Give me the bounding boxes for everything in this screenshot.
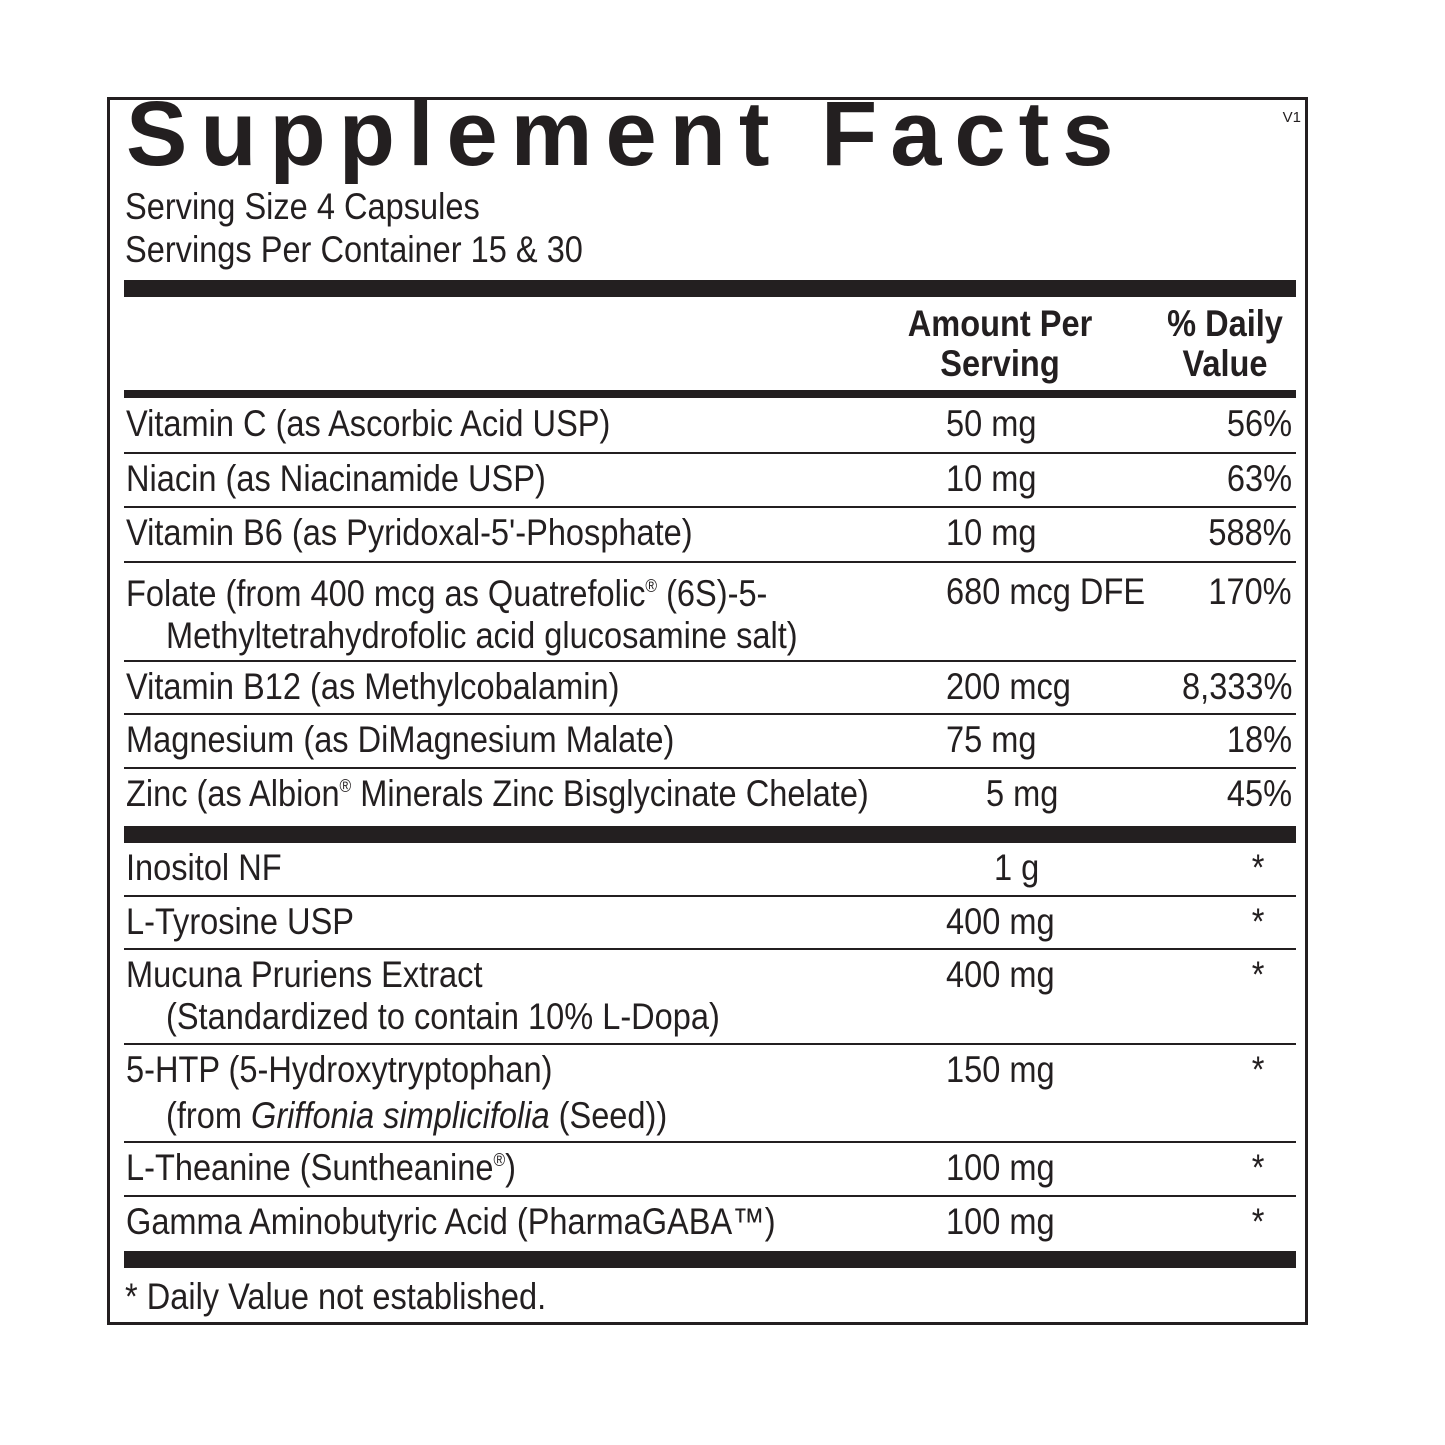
ingredient-row <box>124 897 1296 950</box>
nutrient-dv: 588% <box>1208 512 1292 553</box>
divider-thick <box>124 280 1296 297</box>
nutrient-name: Niacin (as Niacinamide USP) <box>126 458 546 499</box>
nutrient-dv: 63% <box>1226 458 1292 499</box>
nutrient-name: Vitamin C (as Ascorbic Acid USP) <box>126 403 611 444</box>
amount-per-serving-header <box>894 304 1105 384</box>
nutrient-row <box>124 454 1296 508</box>
ingredient-row <box>124 950 1296 1045</box>
ingredient-amount: 100 mg <box>946 1201 1055 1242</box>
nutrient-amount: 680 mcg DFE <box>946 571 1146 612</box>
ingredient-name: Mucuna Pruriens Extract <box>126 954 483 995</box>
divider-thick <box>124 1251 1296 1268</box>
divider-thick <box>124 826 1296 843</box>
nutrient-source: Methyltetrahydrofolic acid glucosamine salt) <box>166 615 798 656</box>
nutrient-name: Vitamin B12 (as Methylcobalamin) <box>126 666 620 707</box>
ingredient-dv: * <box>1251 847 1264 888</box>
ingredient-name: 5-HTP (5-Hydroxytryptophan) <box>126 1049 553 1090</box>
ingredient-amount: 400 mg <box>946 954 1055 995</box>
dv-header-line1: % Daily <box>1167 303 1283 344</box>
nutrient-dv: 56% <box>1226 403 1292 444</box>
serving-size: Serving Size 4 Capsules <box>125 186 480 227</box>
nutrient-row <box>124 399 1296 454</box>
daily-value-header <box>1159 304 1291 384</box>
amount-header-line2: Serving <box>940 343 1060 384</box>
divider-medium <box>124 390 1296 398</box>
ingredient-dv: * <box>1251 1201 1264 1242</box>
servings-per-container: Servings Per Container 15 & 30 <box>125 229 583 270</box>
nutrient-row <box>124 563 1296 662</box>
nutrient-amount: 200 mcg <box>946 666 1071 707</box>
ingredient-note: (Standardized to contain 10% L-Dopa) <box>166 996 720 1037</box>
nutrient-name: Zinc (as Albion® Minerals Zinc Bisglycinate Chelate) <box>126 773 869 814</box>
nutrient-row <box>124 769 1296 824</box>
ingredient-dv: * <box>1251 1049 1264 1090</box>
nutrient-row <box>124 715 1296 769</box>
nutrient-dv: 45% <box>1226 773 1292 814</box>
nutrient-dv: 8,333% <box>1181 666 1292 707</box>
nutrient-name: Magnesium (as DiMagnesium Malate) <box>126 719 675 760</box>
nutrient-amount: 50 mg <box>946 403 1037 444</box>
registered-mark: ® <box>493 1150 506 1170</box>
ingredient-amount: 150 mg <box>946 1049 1055 1090</box>
nutrient-amount: 75 mg <box>946 719 1037 760</box>
footnote: * Daily Value not established. <box>125 1276 547 1317</box>
registered-mark: ® <box>339 776 352 796</box>
ingredient-name: Inositol NF <box>126 847 282 888</box>
ingredient-name: L-Tyrosine USP <box>126 901 355 942</box>
nutrient-dv: 18% <box>1226 719 1292 760</box>
ingredient-row <box>124 1197 1296 1251</box>
ingredient-name: Gamma Aminobutyric Acid (PharmaGABA™) <box>126 1201 776 1242</box>
version-code: V1 <box>1282 109 1301 126</box>
panel-title: Supplement Facts <box>126 83 1127 185</box>
ingredient-row <box>124 843 1296 897</box>
nutrient-row <box>124 662 1296 715</box>
nutrient-dv: 170% <box>1208 571 1292 612</box>
nutrient-name: Folate (from 400 mcg as Quatrefolic® (6S)-5- <box>126 573 768 614</box>
nutrient-name: Vitamin B6 (as Pyridoxal-5'-Phosphate) <box>126 512 693 553</box>
ingredient-source: (from Griffonia simplicifolia (Seed)) <box>166 1095 668 1136</box>
ingredient-amount: 1 g <box>994 847 1040 888</box>
ingredient-amount: 100 mg <box>946 1147 1055 1188</box>
ingredient-name: L-Theanine (Suntheanine®) <box>126 1147 517 1188</box>
ingredient-row <box>124 1143 1296 1197</box>
amount-header-line1: Amount Per <box>907 303 1093 344</box>
registered-mark: ® <box>645 576 658 596</box>
ingredient-dv: * <box>1251 954 1264 995</box>
ingredient-row <box>124 1045 1296 1143</box>
dv-header-line2: Value <box>1182 343 1268 384</box>
ingredient-dv: * <box>1251 901 1264 942</box>
ingredient-dv: * <box>1251 1147 1264 1188</box>
nutrient-amount: 5 mg <box>986 773 1059 814</box>
ingredient-amount: 400 mg <box>946 901 1055 942</box>
supplement-facts-panel <box>107 83 1308 1325</box>
nutrient-amount: 10 mg <box>946 512 1037 553</box>
nutrient-row <box>124 508 1296 563</box>
nutrient-amount: 10 mg <box>946 458 1037 499</box>
